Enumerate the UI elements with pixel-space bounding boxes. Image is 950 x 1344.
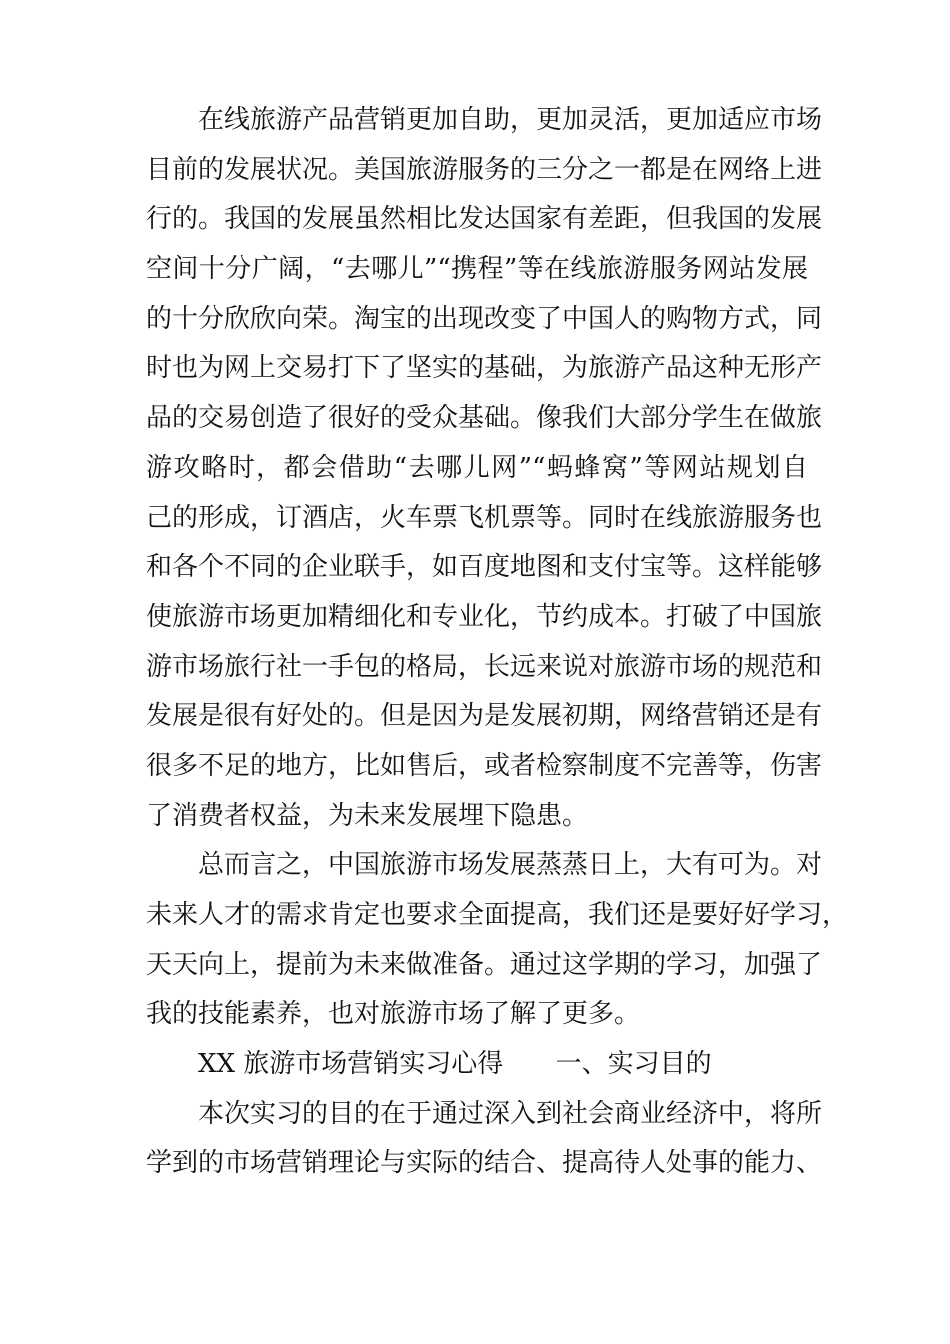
text-line: 在线旅游产品营销更加自助，更加灵活，更加适应市场 [198,105,823,135]
section-heading [146,1040,808,1090]
text-line: 的十分欣欣向荣。淘宝的出现改变了中国人的购物方式，同 [146,303,823,334]
text-line: 游攻略时，都会借助“去哪儿网”“蚂蜂窝”等网站规划自 [146,452,808,483]
paragraph-conclusion [146,841,849,1040]
text-line: 天天向上，提前为未来做准备。通过这学期的学习，加强了 [146,949,823,980]
document-body [146,96,849,1189]
text-line: 游市场旅行社一手包的格局，长远来说对旅游市场的规范和 [146,651,823,682]
text-line: 行的。我国的发展虽然相比发达国家有差距，但我国的发展 [146,204,823,235]
text-line: 使旅游市场更加精细化和专业化，节约成本。打破了中国旅 [146,601,823,632]
text-line: 很多不足的地方，比如售后，或者检察制度不完善等，伤害 [146,750,823,781]
text-line: 学到的市场营销理论与实际的结合、提高待人处事的能力、 [146,1148,823,1179]
text-line: 品的交易创造了很好的受众基础。像我们大部分学生在做旅 [146,403,823,434]
article-title: XX 旅游市场营销实习心得 [198,1049,504,1080]
text-line: 总而言之，中国旅游市场发展蒸蒸日上，大有可为。对 [198,850,823,881]
text-line: 空间十分广阔，“去哪儿”“携程”等在线旅游服务网站发展 [146,254,808,285]
text-line: 我的技能素养，也对旅游市场了解了更多。 [146,999,641,1030]
text-line: 和各个不同的企业联手，如百度地图和支付宝等。这样能够 [146,552,823,583]
text-line: 时也为网上交易打下了坚实的基础，为旅游产品这种无形产 [146,353,823,384]
paragraph-online-marketing [146,96,823,841]
text-line: 未来人才的需求肯定也要求全面提高，我们还是要好好学习， [146,900,849,930]
section-title: 一、实习目的 [555,1049,712,1080]
text-line: 发展是很有好处的。但是因为是发展初期，网络营销还是有 [146,701,823,732]
text-line: 了消费者权益，为未来发展埋下隐患。 [146,800,589,831]
text-line: 己的形成，订酒店，火车票飞机票等。同时在线旅游服务也 [146,502,823,533]
paragraph-internship-purpose [146,1090,823,1189]
text-line: 本次实习的目的在于通过深入到社会商业经济中，将所 [198,1098,823,1129]
text-line: 目前的发展状况。美国旅游服务的三分之一都是在网络上进 [146,154,823,185]
